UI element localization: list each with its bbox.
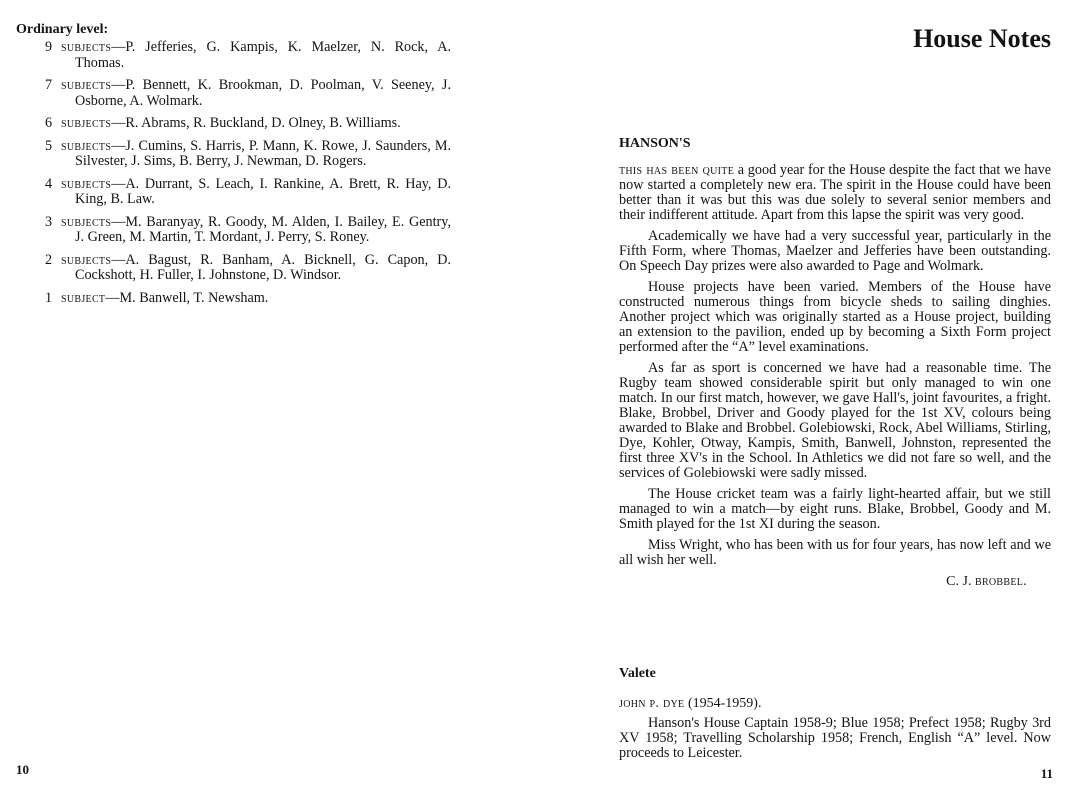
house-notes-body bbox=[619, 163, 1051, 590]
subject-entry bbox=[45, 253, 451, 284]
subject-count: 2 bbox=[45, 251, 53, 268]
subject-label: subjects bbox=[61, 213, 112, 230]
left-page bbox=[0, 0, 536, 800]
subject-entry bbox=[45, 215, 451, 246]
valete-details: Hanson's House Captain 1958-9; Blue 1958; Prefect 1958; Rugby 3rd XV 1958; Travelling Scholarship 1958; French, English “A” level. Now proceeds to Leicester. bbox=[619, 715, 1051, 761]
subject-count: 4 bbox=[45, 175, 53, 192]
subject-label: subjects bbox=[61, 77, 112, 93]
paragraph-text: a good year for the House despite the fact that we have now started a completely new era. The spirit in the House could have been better than it was but this was due solely to several senior members and their indifferent attitude. Apart from this lapse the spirit was very good. bbox=[619, 162, 1051, 223]
subject-entry bbox=[45, 139, 451, 170]
subject-count: 3 bbox=[45, 213, 53, 230]
student-names: —P. Bennett, K. Brookman, D. Poolman, V. Seeney, J. Osborne, A. Wolmark. bbox=[75, 77, 451, 109]
student-names: —R. Abrams, R. Buckland, D. Olney, B. Williams. bbox=[111, 115, 401, 131]
subject-count: 5 bbox=[45, 137, 53, 154]
paragraph: The House cricket team was a fairly light-hearted affair, but we still managed to win a match—by eight runs. Blake, Brobbel, Goody and M. Smith played for the 1st XI during the season. bbox=[619, 486, 1051, 532]
subject-label: subjects bbox=[61, 175, 112, 192]
opening-smallcaps: this has been quite bbox=[619, 162, 735, 178]
page-number: 10 bbox=[16, 762, 29, 777]
subject-label: subjects bbox=[61, 137, 112, 154]
subject-label: subjects bbox=[61, 115, 112, 131]
subject-entry bbox=[45, 78, 451, 109]
subject-label: subject bbox=[61, 289, 106, 306]
signature-initials: C. J. bbox=[946, 574, 975, 589]
student-names: —M. Banwell, T. Newsham. bbox=[105, 289, 269, 306]
valete-entry-name bbox=[619, 696, 1051, 712]
valete-heading: Valete bbox=[619, 666, 656, 681]
student-names: —P. Jefferies, G. Kampis, K. Maelzer, N. Rock, A. Thomas. bbox=[75, 39, 451, 71]
subject-entry bbox=[45, 177, 451, 208]
student-names: —A. Durrant, S. Leach, I. Rankine, A. Brett, R. Hay, D. King, B. Law. bbox=[75, 175, 451, 207]
paragraph: Miss Wright, who has been with us for four years, has now left and we all wish her well. bbox=[619, 537, 1051, 568]
student-names: —A. Bagust, R. Banham, A. Bicknell, G. Capon, D. Cockshott, H. Fuller, I. Johnstone, D. Windsor. bbox=[75, 251, 451, 283]
right-page bbox=[536, 0, 1073, 800]
leaver-years: (1954-1959). bbox=[684, 696, 762, 711]
signature-surname: brobbel. bbox=[974, 574, 1027, 589]
valete-body bbox=[619, 696, 1051, 767]
signature bbox=[619, 574, 1051, 590]
subject-count: 7 bbox=[45, 77, 53, 93]
subject-count: 6 bbox=[45, 115, 53, 131]
section-heading: HANSON'S bbox=[619, 136, 691, 151]
ordinary-level-heading: Ordinary level: bbox=[16, 22, 109, 37]
leaver-name: john p. dye bbox=[619, 696, 685, 711]
paragraph: Academically we have had a very successful year, particularly in the Fifth Form, where Thomas, Maelzer and Jefferies have been outstanding. On Speech Day prizes were also awarded to Page and Wolmark. bbox=[619, 228, 1051, 274]
student-names: —M. Baranyay, R. Goody, M. Alden, I. Bailey, E. Gentry, J. Green, M. Martin, T. Mordant, J. Perry, S. Roney. bbox=[75, 213, 451, 245]
page-number: 11 bbox=[1040, 766, 1053, 781]
subject-label: subjects bbox=[61, 251, 112, 268]
paragraph: As far as sport is concerned we have had a reasonable time. The Rugby team showed considerable spirit but only managed to win one match. In our first match, however, we gave Hall's, joint favourites, a fright. Blake, Brobbel, Driver and Goody played for the 1st XV, colours being awarded to Blake and Brobbel. Golebiowski, Rock, Abel Williams, Stirling, Dye, Kohler, Otway, Kampis, Smith, Banwell, Johnston, represented the first three XV's in the School. In Athletics we did not fare so well, and the services of Golebiowski were sadly missed. bbox=[619, 360, 1051, 481]
subjects-list bbox=[45, 40, 451, 313]
student-names: —J. Cumins, S. Harris, P. Mann, K. Rowe, J. Saunders, M. Silvester, J. Sims, B. Berry, J. Newman, D. Rogers. bbox=[75, 137, 451, 169]
subject-entry bbox=[45, 116, 451, 132]
subject-count: 9 bbox=[45, 39, 53, 55]
paragraph bbox=[619, 163, 1051, 223]
subject-label: subjects bbox=[61, 39, 112, 55]
subject-entry bbox=[45, 40, 451, 71]
page-title: House Notes bbox=[913, 24, 1051, 53]
subject-entry bbox=[45, 291, 451, 307]
subject-count: 1 bbox=[45, 289, 53, 306]
paragraph: House projects have been varied. Members of the House have constructed numerous things from bicycle sheds to sailing dinghies. Another project which was originally started as a House project, building an extension to the pavilion, ended up by becoming a Sixth Form project performed after the “A” level examinations. bbox=[619, 279, 1051, 355]
